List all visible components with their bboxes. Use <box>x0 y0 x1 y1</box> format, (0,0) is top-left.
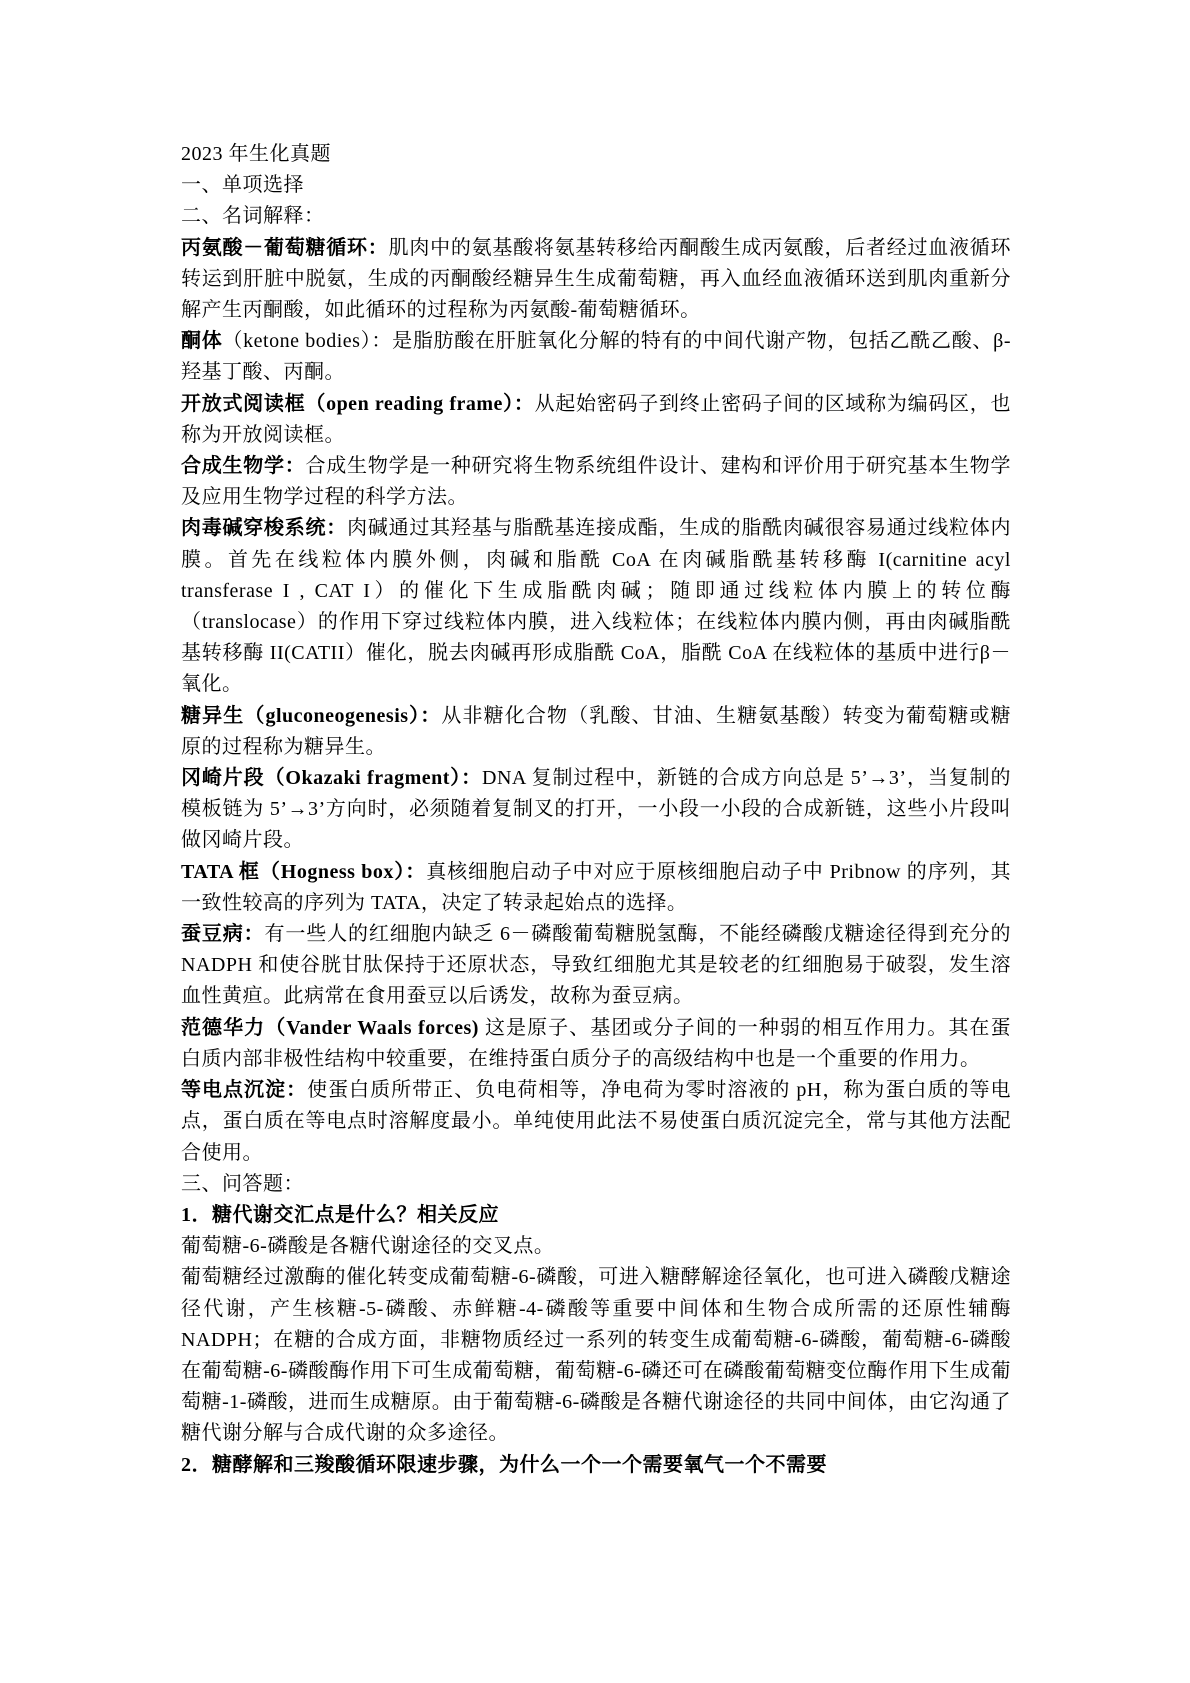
term-van-der-waals <box>181 1013 1011 1075</box>
text-run: 肌肉中的氨基酸将氨基转移给丙酮酸生成丙氨酸，后者经过血液循环转运到肝脏中脱氨，生成的丙酮酸经糖异生生成葡萄糖，再入血经血液循环送到肌肉重新分解产生丙酮酸，如此循环的过程称为丙氨酸-葡萄糖循环。 <box>181 236 1012 322</box>
bold-term-run: 合成生物学： <box>181 455 306 478</box>
section-2-heading <box>181 201 1011 232</box>
question-2-heading <box>181 1450 1011 1481</box>
text-run: DNA 复制过程中，新链的合成方向总是 5’→3’，当复制的模板链为 5’→3’方向时，必须随着复制叉的打开，一小段一小段的合成新链，这些小片段叫做冈崎片段。 <box>181 767 1012 852</box>
bold-term-run: 2．糖酵解和三羧酸循环限速步骤，为什么一个一个需要氧气一个不需要 <box>181 1453 827 1476</box>
bold-term-run: 糖异生（gluconeogenesis）： <box>181 704 442 727</box>
question-1-answer-body <box>181 1262 1011 1449</box>
doc-title <box>181 139 1011 170</box>
bold-term-run: TATA 框（Hogness box）： <box>181 860 427 883</box>
text-run: 从起始密码子到终止密码子间的区域称为编码区，也称为开放阅读框。 <box>181 392 1011 446</box>
term-tata-box <box>181 857 1011 919</box>
text-run: 肉碱通过其羟基与脂酰基连接成酯，生成的脂酰肉碱很容易通过线粒体内膜。首先在线粒体内膜外侧，肉碱和脂酰 CoA 在肉碱脂酰基转移酶 I(carnitine acyl transferase I , CAT I）的催化下生成脂酰肉碱；随即通过线粒体内膜上的转位酶（translocase）的作用下穿过线粒体内膜，进入线粒体；在线粒体内膜内侧，再由肉碱脂酰基转移酶 II(CATII）催化，脱去肉碱再形成脂酰 CoA，脂酰 CoA 在线粒体的基质中进行β－氧化。 <box>181 517 1012 696</box>
text-run: 有一些人的红细胞内缺乏 6－磷酸葡萄糖脱氢酶，不能经磷酸戊糖途径得到充分的 NADPH 和使谷胱甘肽保持于还原状态，导致红细胞尤其是较老的红细胞易于破裂，发生溶血性黄疸。此病常在食用蚕豆以后诱发，故称为蚕豆病。 <box>181 923 1012 1008</box>
text-run: 真核细胞启动子中对应于原核细胞启动子中 Pribnow 的序列，其一致性较高的序列为 TATA，决定了转录起始点的选择。 <box>181 860 1011 914</box>
question-1-answer-intro <box>181 1231 1011 1262</box>
term-isoelectric-precipitation <box>181 1075 1011 1169</box>
text-run: 一、单项选择 <box>181 174 304 197</box>
text-run: 葡萄糖-6-磷酸是各糖代谢途径的交叉点。 <box>181 1235 555 1258</box>
text-run: 2023 年生化真题 <box>181 143 331 165</box>
bold-term-run: 冈崎片段（Okazaki fragment）： <box>181 767 483 790</box>
text-run: 使蛋白质所带正、负电荷相等，净电荷为零时溶液的 pH，称为蛋白质的等电点，蛋白质在等电点时溶解度最小。单纯使用此法不易使蛋白质沉淀完全，常与其他方法配合使用。 <box>181 1079 1011 1164</box>
bold-term-run: 酮体 <box>181 330 223 353</box>
term-gluconeogenesis <box>181 701 1011 763</box>
text-run: 这是原子、基团或分子间的一种弱的相互作用力。其在蛋白质内部非极性结构中较重要，在维持蛋白质分子的高级结构中也是一个重要的作用力。 <box>181 1016 1011 1070</box>
question-1-heading <box>181 1200 1011 1231</box>
section-1-heading <box>181 170 1011 201</box>
bold-term-run: 肉毒碱穿梭系统： <box>181 517 348 540</box>
term-favism <box>181 919 1011 1013</box>
term-okazaki-fragment <box>181 763 1011 857</box>
bold-term-run: 1．糖代谢交汇点是什么？相关反应 <box>181 1203 499 1226</box>
bold-term-run: 范德华力（Vander Waals forces) <box>181 1016 479 1039</box>
bold-term-run: 蚕豆病： <box>181 923 265 946</box>
term-ketone-bodies <box>181 326 1011 388</box>
term-alanine-glucose-cycle <box>181 233 1011 327</box>
text-run: 合成生物学是一种研究将生物系统组件设计、建构和评价用于研究基本生物学及应用生物学过程的科学方法。 <box>181 455 1012 509</box>
document-text-body <box>181 139 1011 1481</box>
bold-term-run: 开放式阅读框（open reading frame）： <box>181 392 535 415</box>
text-run: 葡萄糖经过激酶的催化转变成葡萄糖-6-磷酸，可进入糖酵解途径氧化，也可进入磷酸戊糖途径代谢，产生核糖-5-磷酸、赤鲜糖-4-磷酸等重要中间体和生物合成所需的还原性辅酶 NADPH；在糖的合成方面，非糖物质经过一系列的转变生成葡萄糖-6-磷酸，葡萄糖-6-磷酸在葡萄糖-6-磷酸酶作用下可生成葡萄糖，葡萄糖-6-磷还可在磷酸葡萄糖变位酶作用下生成葡萄糖-1-磷酸，进而生成糖原。由于葡萄糖-6-磷酸是各糖代谢途径的共同中间体，由它沟通了糖代谢分解与合成代谢的众多途径。 <box>181 1266 1011 1445</box>
text-run: 二、名词解释： <box>181 205 325 228</box>
section-3-heading <box>181 1169 1011 1200</box>
bold-term-run: 等电点沉淀： <box>181 1079 308 1102</box>
text-run: 三、问答题： <box>181 1172 304 1195</box>
term-carnitine-shuttle <box>181 513 1011 700</box>
term-synthetic-biology <box>181 451 1011 513</box>
term-open-reading-frame <box>181 389 1011 451</box>
bold-term-run: 丙氨酸－葡萄糖循环： <box>181 236 389 259</box>
text-run: 从非糖化合物（乳酸、甘油、生糖氨基酸）转变为葡萄糖或糖原的过程称为糖异生。 <box>181 704 1012 758</box>
text-run: （ketone bodies）：是脂肪酸在肝脏氧化分解的特有的中间代谢产物，包括乙酰乙酸、β-羟基丁酸、丙酮。 <box>181 330 1011 384</box>
